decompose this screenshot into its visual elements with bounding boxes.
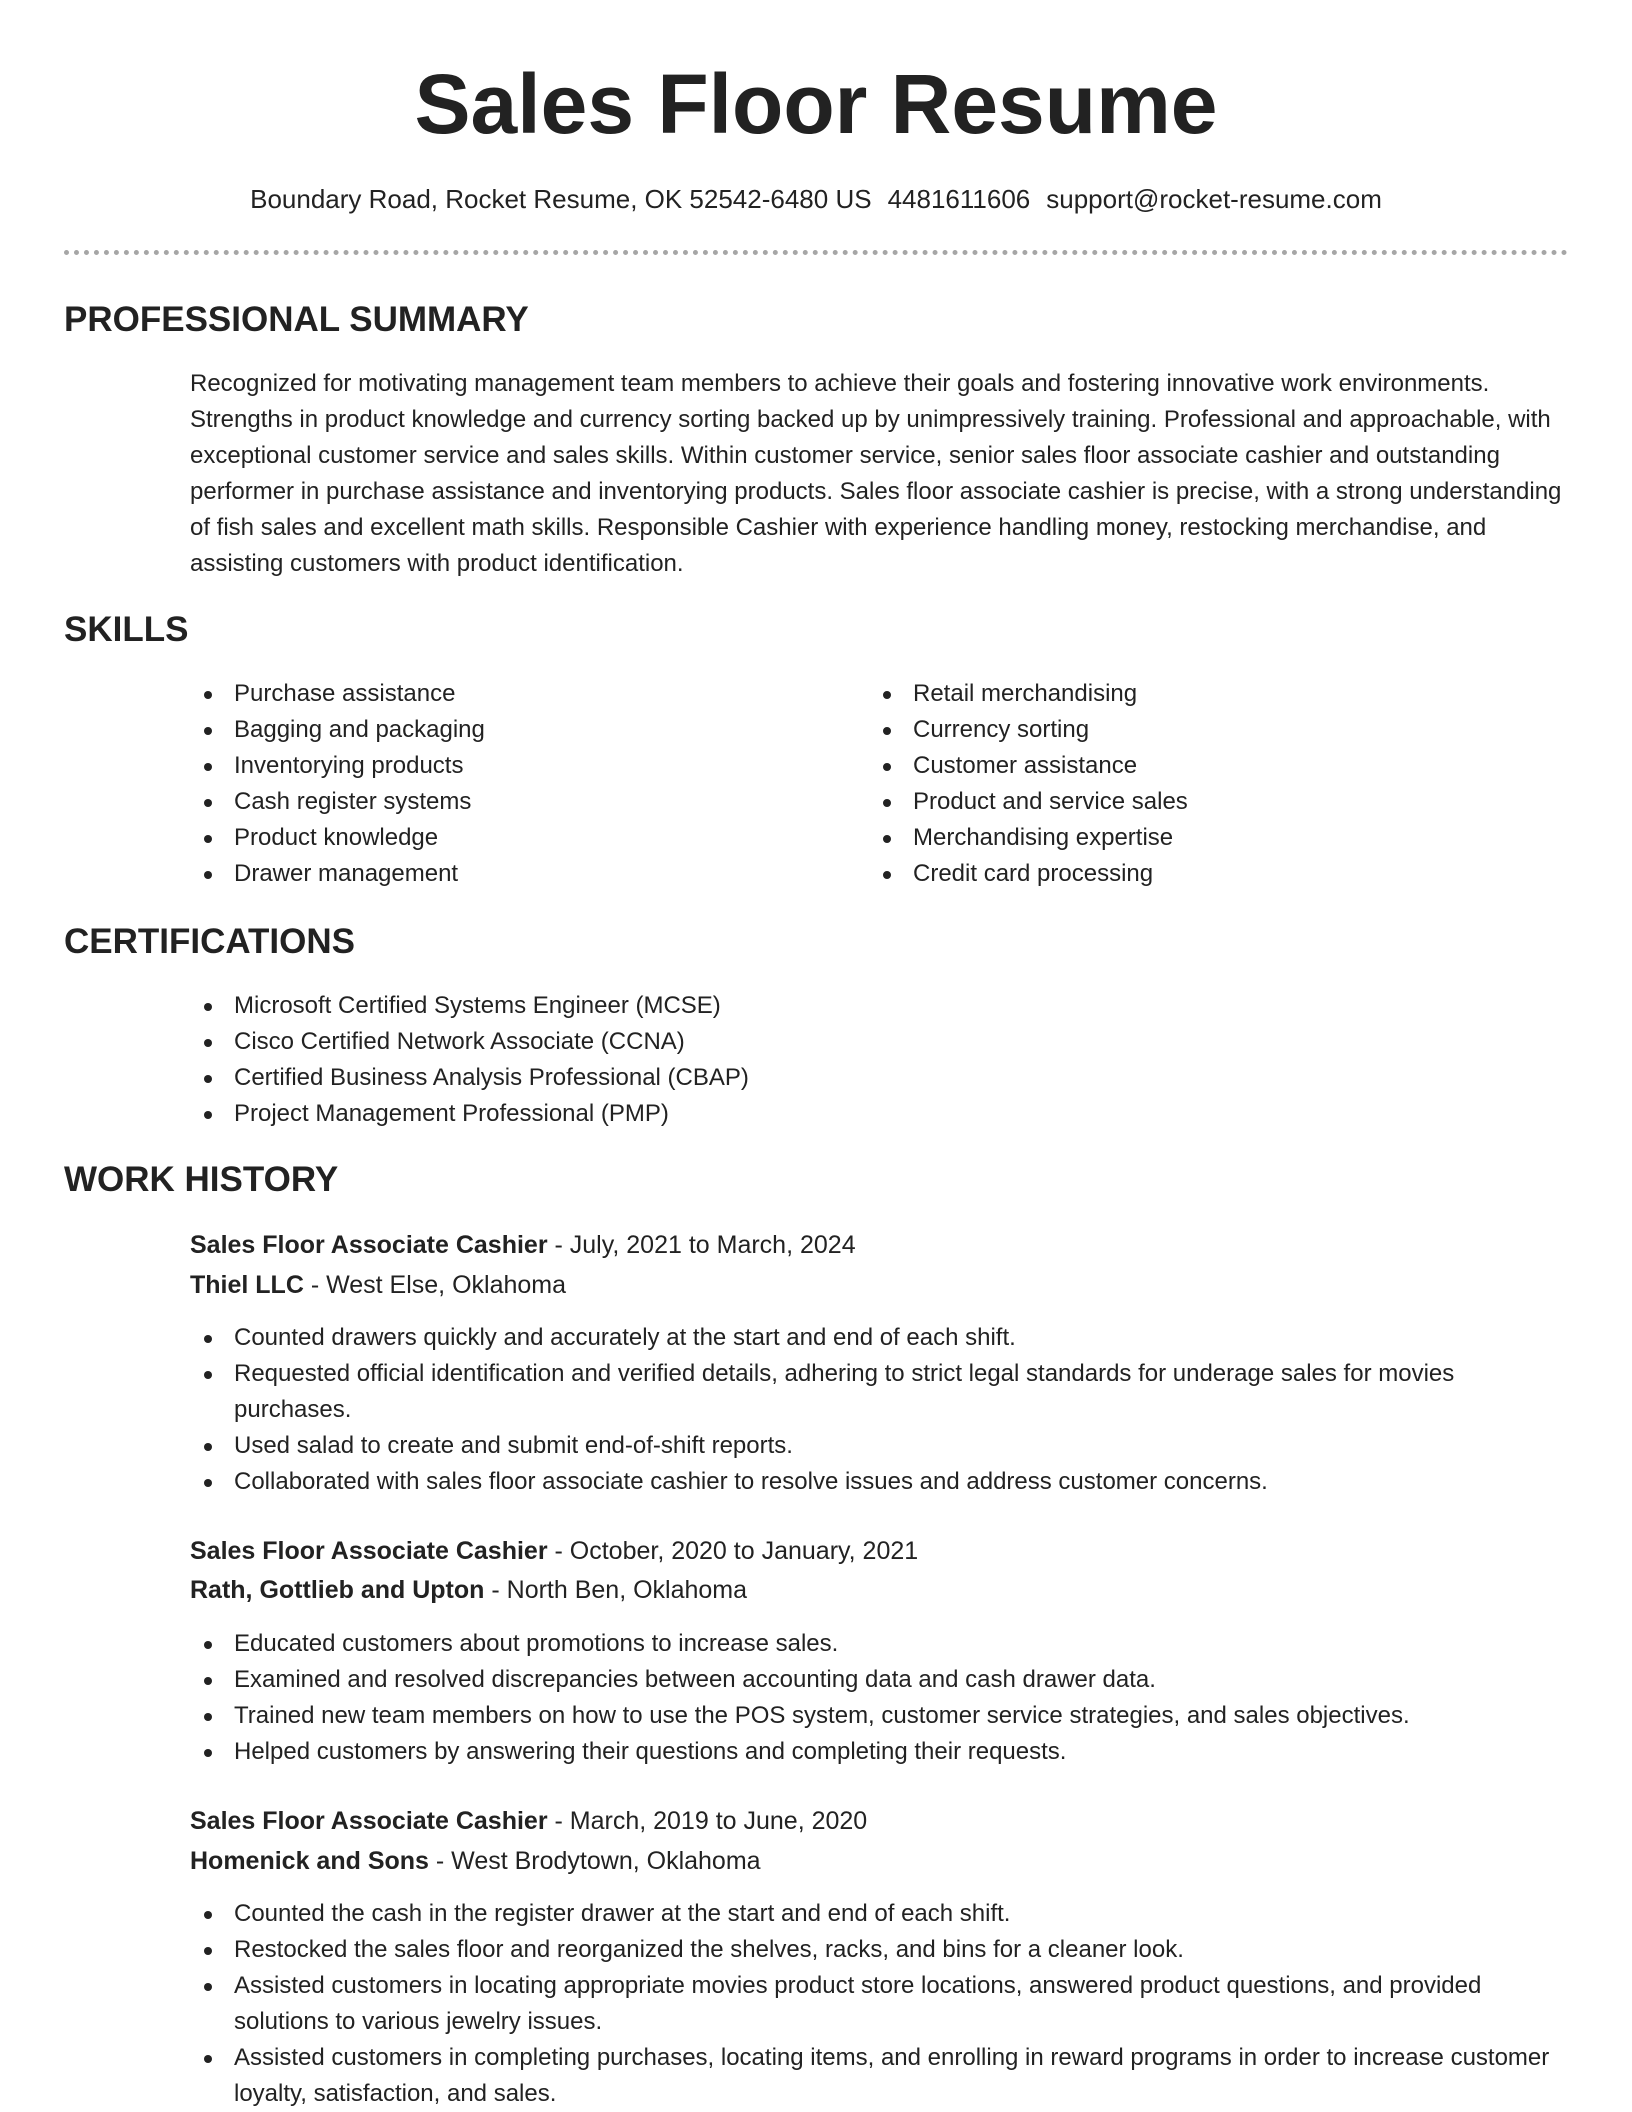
resume-title: Sales Floor Resume <box>414 57 1218 151</box>
job-bullet: Assisted customers in locating appropriate movies product store locations, answered product questions, and provided solutions to various jewelry issues. <box>190 1968 1565 2040</box>
certification-item: Microsoft Certified Systems Engineer (MCSE) <box>190 988 1490 1024</box>
job-title: Sales Floor Associate Cashier <box>190 1537 548 1565</box>
job-company-line <box>190 1843 761 1879</box>
skill-item: Product and service sales <box>869 784 1509 820</box>
contact-email: support@rocket-resume.com <box>1046 184 1382 214</box>
job-location: - West Else, Oklahoma <box>303 1271 567 1299</box>
job-bullets <box>190 1626 1565 1770</box>
skill-item: Retail merchandising <box>869 676 1509 712</box>
job-bullet: Examined and resolved discrepancies between accounting data and cash drawer data. <box>190 1662 1565 1698</box>
job-bullet: Collaborated with sales floor associate cashier to resolve issues and address customer concerns. <box>190 1464 1565 1500</box>
job-bullet: Requested official identification and verified details, adhering to strict legal standards for underage sales for movies purchases. <box>190 1356 1565 1428</box>
skill-item: Purchase assistance <box>190 676 830 712</box>
job-title: Sales Floor Associate Cashier <box>190 1231 548 1259</box>
job-dates: - March, 2019 to June, 2020 <box>547 1807 868 1835</box>
job-bullet: Restocked the sales floor and reorganized the shelves, racks, and bins for a cleaner look. <box>190 1932 1565 1968</box>
job-bullet: Assisted customers in completing purchases, locating items, and enrolling in reward programs in order to increase customer loyalty, satisfaction, and sales. <box>190 2040 1565 2112</box>
job-title-line <box>190 1533 918 1569</box>
job-bullet: Counted drawers quickly and accurately at the start and end of each shift. <box>190 1320 1565 1356</box>
job-bullet: Used salad to create and submit end-of-shift reports. <box>190 1428 1565 1464</box>
job-bullet: Trained new team members on how to use the POS system, customer service strategies, and sales objectives. <box>190 1698 1565 1734</box>
certification-item: Certified Business Analysis Professional (CBAP) <box>190 1060 1490 1096</box>
skill-item: Currency sorting <box>869 712 1509 748</box>
skills-heading: SKILLS <box>64 610 189 649</box>
skill-item: Cash register systems <box>190 784 830 820</box>
header-divider <box>64 250 1568 255</box>
contact-phone: 4481611606 <box>887 184 1031 214</box>
summary-text: Recognized for motivating management team members to achieve their goals and fostering innovative work environments. Strengths in product knowledge and currency sorting backed up by unimpressively training. Professional and approachable, with exceptional customer service and sales skills. Within customer service, senior sales floor associate cashier and outstanding performer in purchase assistance and inventorying products. Sales floor associate cashier is precise, with a strong understanding of fish sales and excellent math skills. Responsible Cashier with experience handling money, restocking merchandise, and assisting customers with product identification. <box>190 370 1562 577</box>
skill-item: Drawer management <box>190 856 830 892</box>
job-bullet: Educated customers about promotions to increase sales. <box>190 1626 1565 1662</box>
job-company: Rath, Gottlieb and Upton <box>190 1576 485 1604</box>
work-history-heading: WORK HISTORY <box>64 1160 339 1199</box>
skill-item: Bagging and packaging <box>190 712 830 748</box>
skill-item: Customer assistance <box>869 748 1509 784</box>
job-dates: - October, 2020 to January, 2021 <box>547 1537 919 1565</box>
job-title-line <box>190 1803 867 1839</box>
skill-item: Credit card processing <box>869 856 1509 892</box>
certification-item: Cisco Certified Network Associate (CCNA) <box>190 1024 1490 1060</box>
job-dates: - July, 2021 to March, 2024 <box>547 1231 856 1259</box>
job-location: - North Ben, Oklahoma <box>484 1576 748 1604</box>
contact-address: Boundary Road, Rocket Resume, OK 52542-6480 US <box>250 184 872 214</box>
job-bullet: Helped customers by answering their questions and completing their requests. <box>190 1734 1565 1770</box>
job-location: - West Brodytown, Oklahoma <box>428 1847 761 1875</box>
job-bullet: Counted the cash in the register drawer at the start and end of each shift. <box>190 1896 1565 1932</box>
job-title-line <box>190 1227 856 1263</box>
certifications-list <box>190 988 1490 1132</box>
job-company: Thiel LLC <box>190 1271 304 1299</box>
skill-item: Merchandising expertise <box>869 820 1509 856</box>
summary-heading: PROFESSIONAL SUMMARY <box>64 300 529 339</box>
job-company: Homenick and Sons <box>190 1847 429 1875</box>
certification-item: Project Management Professional (PMP) <box>190 1096 1490 1132</box>
skill-item: Product knowledge <box>190 820 830 856</box>
job-bullets <box>190 1320 1565 1500</box>
job-company-line <box>190 1572 747 1608</box>
job-title: Sales Floor Associate Cashier <box>190 1807 548 1835</box>
contact-line <box>0 181 1632 217</box>
skill-item: Inventorying products <box>190 748 830 784</box>
certifications-heading: CERTIFICATIONS <box>64 922 356 961</box>
job-bullets <box>190 1896 1565 2112</box>
skills-list-right <box>869 676 1509 892</box>
skills-list-left <box>190 676 830 892</box>
job-company-line <box>190 1267 566 1303</box>
